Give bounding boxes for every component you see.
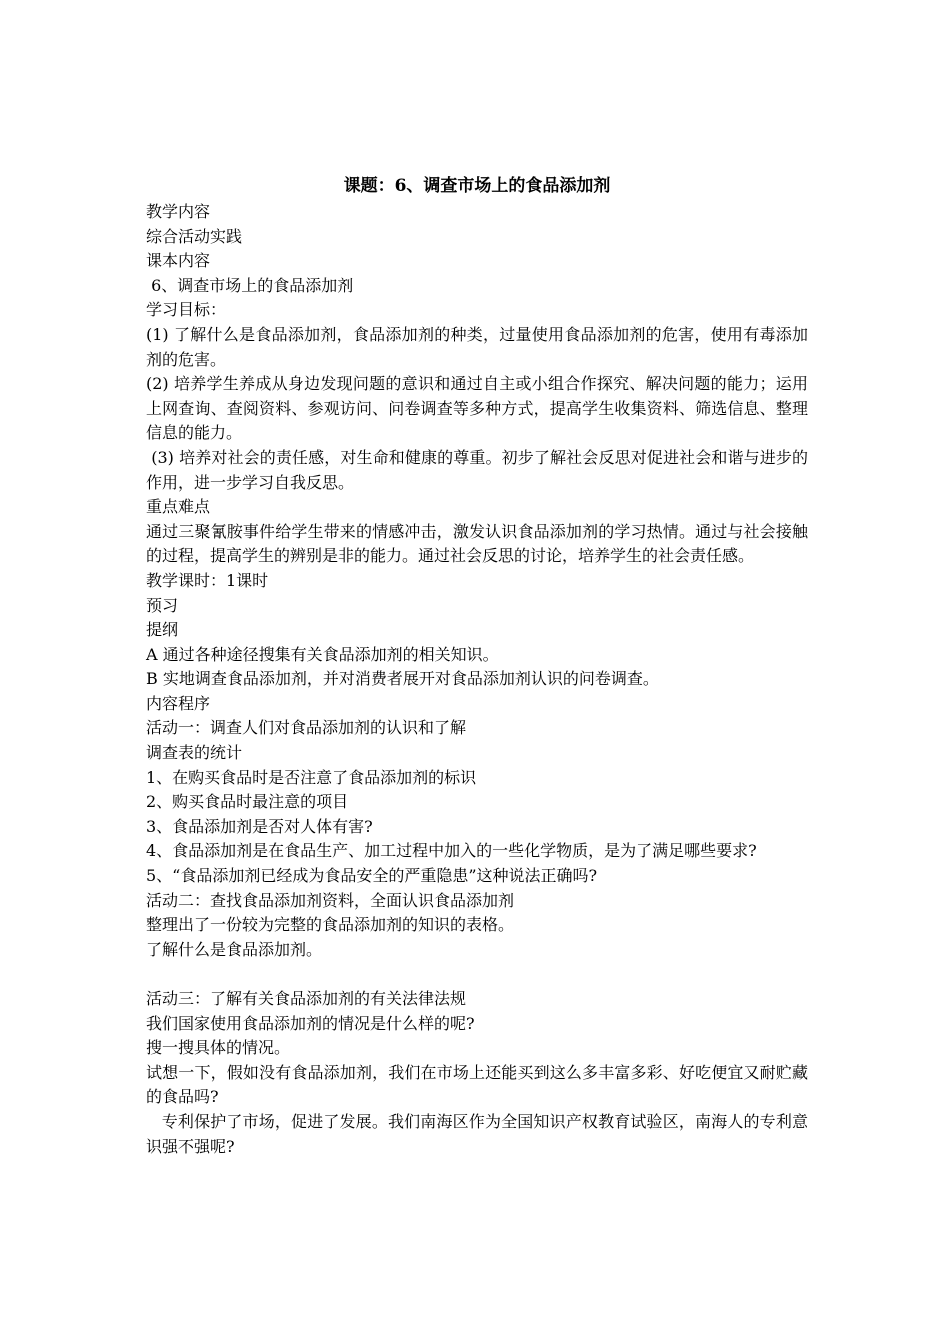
paragraph: 通过三聚氰胺事件给学生带来的情感冲击，激发认识食品添加剂的学习热情。通过与社会接触的过程，提高学生的辨别是非的能力。通过社会反思的讨论，培养学生的社会责任感。 <box>146 521 808 566</box>
paragraph: 3、食品添加剂是否对人体有害? <box>146 816 373 836</box>
paragraph: (3) 培养对社会的责任感，对生命和健康的尊重。初步了解社会反思对促进社会和谐与进步的作用，进一步学习自我反思。 <box>146 447 808 492</box>
paragraph: 课本内容 <box>146 251 211 271</box>
paragraph: 2、购买食品时最注意的项目 <box>146 792 349 812</box>
document-title: 课题：6、调查市场上的食品添加剂 <box>343 176 611 196</box>
document-body <box>146 200 808 1159</box>
paragraph: (2) 培养学生养成从身边发现问题的意识和通过自主或小组合作探究、解决问题的能力；运用上网查询、查阅资料、参观访问、问卷调查等多种方式，提高学生收集资料、筛选信息、整理信息的能力。 <box>146 374 808 443</box>
paragraph: 活动三：了解有关食品添加剂的有关法律法规 <box>146 989 467 1008</box>
paragraph: 教学内容 <box>146 202 211 221</box>
paragraph: 我们国家使用食品添加剂的情况是什么样的呢? <box>146 1013 475 1033</box>
paragraph: 4、食品添加剂是在食品生产、加工过程中加入的一些化学物质，是为了满足哪些要求? <box>146 841 757 861</box>
paragraph: 预习 <box>146 595 179 615</box>
paragraph: 6、调查市场上的食品添加剂 <box>146 275 354 295</box>
paragraph: 调查表的统计 <box>146 743 243 763</box>
paragraph: (1) 了解什么是食品添加剂，食品添加剂的种类，过量使用食品添加剂的危害，使用有毒添加剂的危害。 <box>146 324 808 369</box>
paragraph: A 通过各种途径搜集有关食品添加剂的相关知识。 <box>146 644 499 664</box>
paragraph: 活动一：调查人们对食品添加剂的认识和了解 <box>146 718 467 738</box>
paragraph: 内容程序 <box>146 693 211 713</box>
blank-line <box>146 962 808 987</box>
paragraph: 1、在购买食品时是否注意了食品添加剂的标识 <box>146 767 477 787</box>
paragraph: 了解什么是食品添加剂。 <box>146 939 323 959</box>
paragraph: 专利保护了市场，促进了发展。我们南海区作为全国知识产权教育试验区，南海人的专利意识强不强呢? <box>146 1111 808 1156</box>
paragraph: 重点难点 <box>146 497 211 517</box>
paragraph: 提纲 <box>146 620 179 640</box>
document-page <box>146 172 808 1159</box>
paragraph: 整理出了一份较为完整的食品添加剂的知识的表格。 <box>146 915 515 935</box>
paragraph: 教学课时：1课时 <box>146 570 269 590</box>
paragraph: 综合活动实践 <box>146 226 243 246</box>
paragraph: 活动二：查找食品添加剂资料，全面认识食品添加剂 <box>146 890 515 910</box>
paragraph: 5、“食品添加剂已经成为食品安全的严重隐患”这种说法正确吗? <box>146 866 598 886</box>
paragraph: B 实地调查食品添加剂，并对消费者展开对食品添加剂认识的问卷调查。 <box>146 669 659 689</box>
paragraph: 试想一下，假如没有食品添加剂，我们在市场上还能买到这么多丰富多彩、好吃便宜又耐贮藏的食品吗? <box>146 1062 808 1107</box>
paragraph: 搜一搜具体的情况。 <box>146 1038 291 1058</box>
paragraph: 学习目标： <box>146 300 227 320</box>
